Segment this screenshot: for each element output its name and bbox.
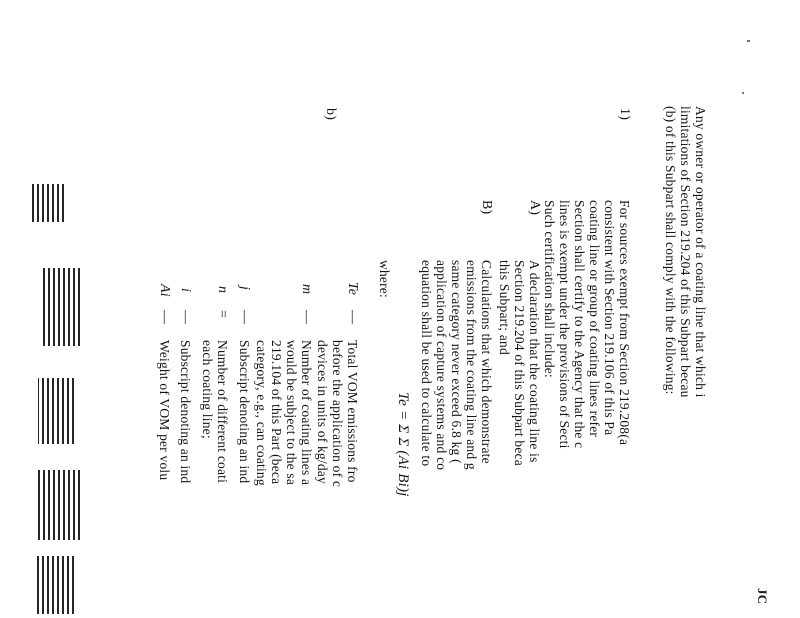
scan-speck — [742, 92, 744, 94]
item-B-line: same category never exceed 6.8 kg ( — [449, 260, 464, 464]
def-line: Number of different coati — [215, 340, 230, 484]
scan-artifact — [32, 184, 64, 222]
scan-artifact — [38, 470, 80, 540]
item-1-line: consistent with Section 219.106 of this Pa — [602, 200, 617, 436]
scan-artifact — [36, 556, 74, 614]
item-1-label: 1) — [617, 108, 632, 121]
where-label: where: — [377, 260, 392, 298]
def-dash: — — [345, 310, 360, 325]
item-A-line: this Subpart; and — [497, 260, 512, 355]
item-1-line: coating line or group of coating lines refer — [587, 200, 602, 438]
page-header: JC — [755, 588, 770, 605]
item-1-line: Section shall certify to the Agency that the c — [572, 200, 587, 449]
item-1-line: For sources exempt from Section 219.208(a — [617, 200, 632, 446]
def-symbol: j — [237, 286, 252, 291]
def-line: category, e.g., can coating — [254, 340, 269, 486]
item-A-label: A) — [527, 200, 542, 216]
scan-speck — [747, 40, 750, 42]
def-symbol: m — [299, 284, 314, 295]
intro-line: Any owner or operator of a coating line that which i — [693, 106, 708, 398]
def-dash: — — [299, 310, 314, 325]
def-line: would be subject to the sa — [284, 340, 299, 486]
def-symbol: Te — [345, 282, 360, 296]
def-line: Subscript denoting an ind — [178, 340, 193, 484]
item-1-line: Such certification shall include: — [542, 200, 557, 378]
intro-line: (b) of this Subpart shall comply with the following: — [663, 106, 678, 395]
def-symbol: i — [178, 288, 193, 293]
def-symbol: n — [215, 286, 230, 294]
intro-line: limitations of Section 219.204 of this Subpart becau — [678, 106, 693, 398]
item-1-line: lines is exempt under the provisions of Secti — [557, 200, 572, 449]
item-b-label: b) — [323, 108, 338, 121]
def-dash: = — [215, 310, 230, 319]
item-B-line: equation shall be used to calculate to — [419, 260, 434, 467]
scan-artifact — [38, 378, 74, 444]
def-symbol: Ai — [157, 284, 172, 297]
item-A-line: Section 219.204 of this Subpart beca — [512, 260, 527, 466]
emissions-equation: Te = Σ Σ (Ai Bi)j — [395, 392, 411, 497]
def-line: Number of coating lines a — [299, 340, 314, 486]
def-line: Total VOM emissions fro — [345, 340, 360, 483]
def-line: Weight of VOM per volu — [157, 340, 172, 481]
item-B-line: Calculations that which demonstrate — [479, 260, 494, 464]
def-line: 219.104 of this Part (beca — [269, 340, 284, 485]
def-line: devices in units of kg/day — [315, 340, 330, 484]
def-line: before the application of c — [330, 340, 345, 488]
item-B-label: B) — [479, 200, 494, 215]
def-line: each coating line; — [200, 340, 215, 439]
item-A-line: A declaration that the coating line is — [527, 260, 542, 463]
def-line: Subscript denoting an ind — [237, 340, 252, 484]
item-B-line: application of capture systems and co — [434, 260, 449, 471]
scan-artifact — [42, 268, 80, 346]
def-dash: — — [178, 310, 193, 325]
item-B-line: emissions from the coating line and g — [464, 260, 479, 470]
def-dash: — — [237, 310, 252, 325]
def-dash: — — [157, 310, 172, 325]
